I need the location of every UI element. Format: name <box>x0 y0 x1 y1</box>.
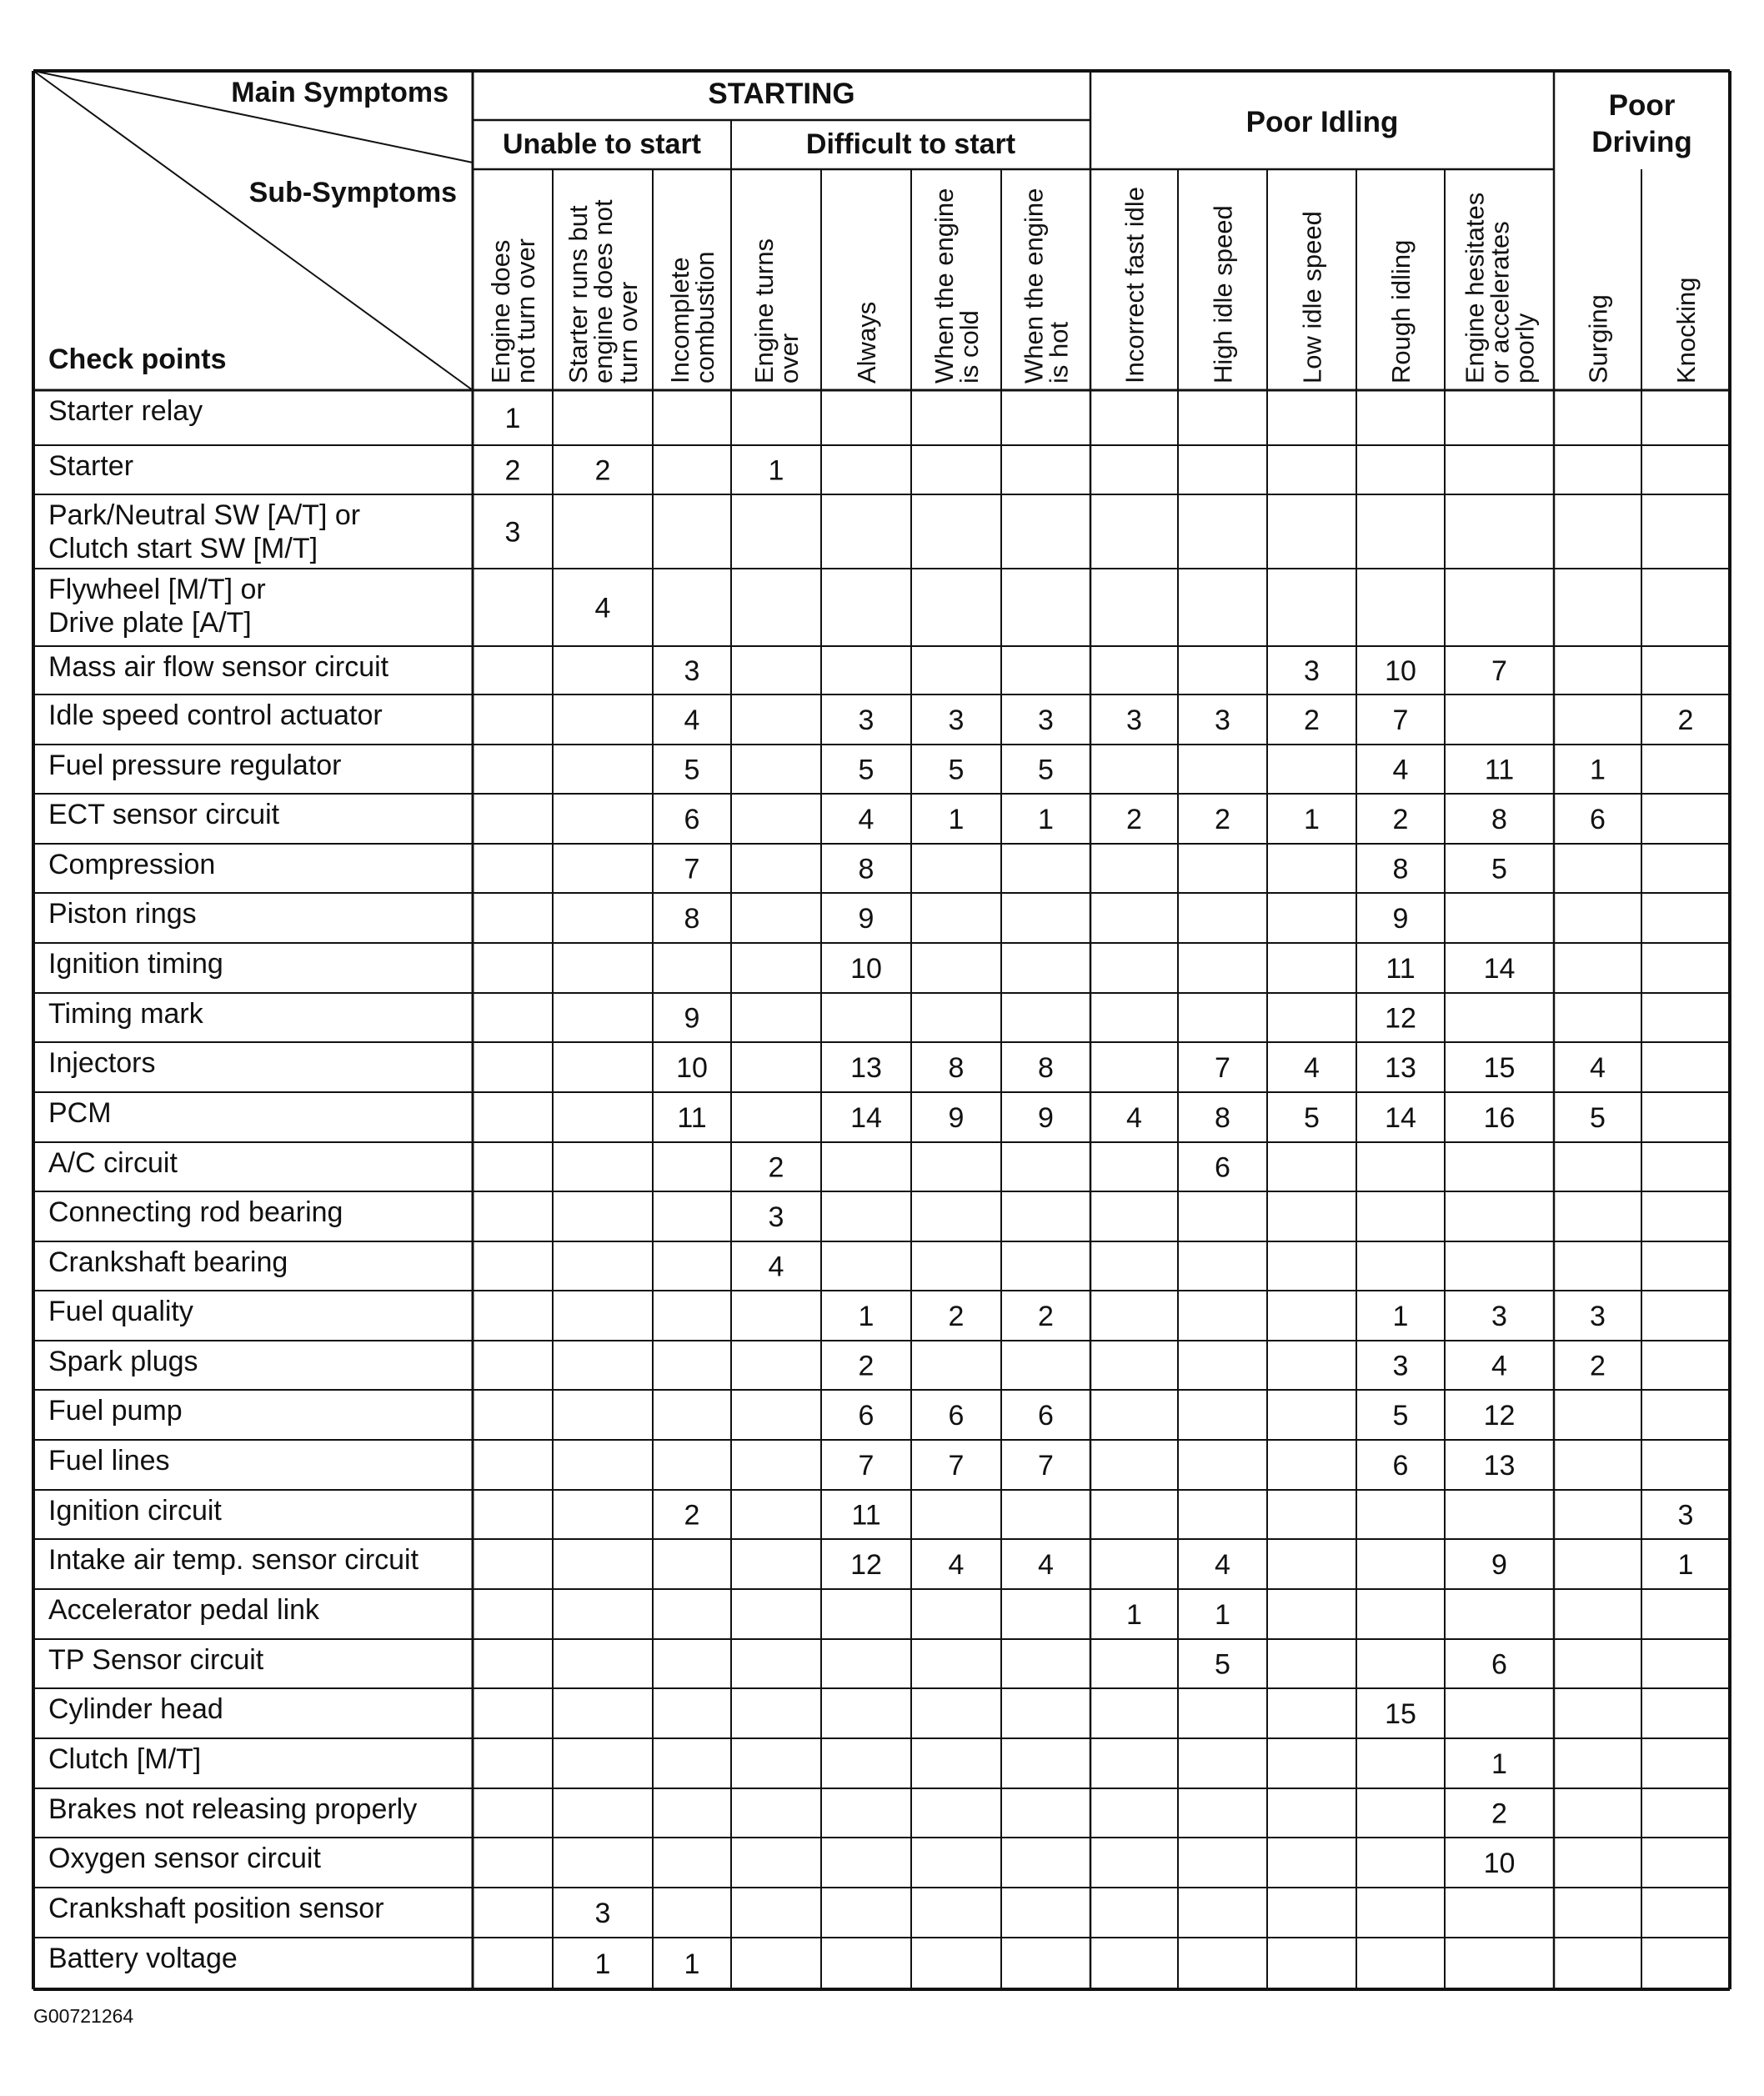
table-cell: 7 <box>1038 1450 1054 1482</box>
table-cell: 4 <box>1038 1549 1054 1581</box>
table-cell: 12 <box>850 1549 882 1581</box>
table-cell: 3 <box>1677 1499 1694 1532</box>
table-cell: 2 <box>858 1350 874 1382</box>
table-cell: 3 <box>1590 1301 1606 1332</box>
column-header-2: Starter runs but <box>564 205 594 384</box>
table-cell: 1 <box>1590 754 1606 786</box>
table-cell: 2 <box>504 454 521 487</box>
table-cell: 2 <box>1677 705 1694 736</box>
table-cell: 1 <box>1677 1549 1694 1581</box>
table-cell: 2 <box>768 1151 784 1184</box>
table-cell: 8 <box>948 1052 965 1084</box>
table-cell: 5 <box>1491 853 1507 885</box>
table-cell: 6 <box>1590 804 1606 835</box>
row-label: Compression <box>48 849 216 880</box>
column-header-6: is cold <box>955 310 985 384</box>
table-cell: 4 <box>948 1549 965 1581</box>
table-cell: 2 <box>1038 1301 1054 1332</box>
table-cell: 1 <box>684 1948 700 1980</box>
check-points-label: Check points <box>48 343 227 375</box>
row-label: Timing mark <box>48 998 203 1030</box>
row-label: Idle speed control actuator <box>48 700 383 731</box>
table-cell: 9 <box>684 1002 700 1035</box>
table-cell: 10 <box>1385 655 1416 687</box>
column-header-1: Engine does <box>486 239 516 384</box>
column-header-4: Engine turns <box>749 238 779 384</box>
table-cell: 1 <box>768 454 784 487</box>
table-cell: 1 <box>1304 804 1320 835</box>
table-cell: 11 <box>1386 953 1416 985</box>
table-cell: 6 <box>948 1400 965 1432</box>
row-label: A/C circuit <box>48 1147 178 1179</box>
table-cell: 3 <box>594 1898 611 1929</box>
table-cell: 4 <box>594 592 611 624</box>
table-cell: 2 <box>1215 804 1230 835</box>
table-cell: 5 <box>948 754 965 786</box>
row-label: Accelerator pedal link <box>48 1594 320 1626</box>
table-cell: 14 <box>850 1102 882 1134</box>
table-cell: 16 <box>1483 1102 1516 1134</box>
row-label: Crankshaft position sensor <box>48 1893 384 1924</box>
table-cell: 3 <box>1126 705 1142 736</box>
column-headers <box>486 187 1701 384</box>
table-cell: 4 <box>1126 1102 1142 1134</box>
row-label: Cylinder head <box>48 1693 223 1725</box>
row-label: TP Sensor circuit <box>48 1644 264 1676</box>
table-cell: 6 <box>858 1400 874 1432</box>
column-header-5: Always <box>852 301 882 384</box>
group-starting: STARTING <box>708 78 855 110</box>
row-label: Fuel pressure regulator <box>48 750 342 781</box>
column-header-7: is hot <box>1044 321 1074 384</box>
table-cell: 1 <box>504 403 521 434</box>
row-label: Battery voltage <box>48 1943 238 1974</box>
row-label: Intake air temp. sensor circuit <box>48 1544 419 1576</box>
table-cell: 2 <box>1126 804 1142 835</box>
table-cell: 2 <box>684 1499 700 1532</box>
row-label: Piston rings <box>48 898 197 930</box>
table-cell: 2 <box>1491 1798 1507 1830</box>
table-cell: 7 <box>948 1450 965 1482</box>
row-label: Connecting rod bearing <box>48 1196 343 1228</box>
table-cell: 7 <box>1491 655 1507 687</box>
figure-code: G00721264 <box>33 2005 134 2027</box>
table-cell: 4 <box>1392 754 1409 786</box>
table-cell: 1 <box>594 1948 611 1980</box>
table-cell: 7 <box>858 1450 874 1482</box>
table-cell: 11 <box>677 1102 707 1134</box>
table-cell: 4 <box>1304 1052 1320 1084</box>
row-labels <box>48 395 419 1974</box>
table-cell: 3 <box>1491 1301 1507 1332</box>
row-label: Crankshaft bearing <box>48 1246 288 1278</box>
table-cell: 4 <box>1491 1350 1507 1382</box>
table-cell: 8 <box>858 853 874 885</box>
table-cell: 14 <box>1385 1102 1416 1134</box>
table-cell: 5 <box>1215 1648 1230 1681</box>
table-cell: 12 <box>1483 1400 1516 1432</box>
table-cell: 4 <box>684 705 700 736</box>
row-label: Starter relay <box>48 395 203 427</box>
table-cell: 6 <box>1491 1648 1507 1681</box>
table-cell: 6 <box>684 804 700 835</box>
column-header-12: Engine hesitates <box>1460 192 1490 384</box>
corner-diagonal <box>33 71 473 390</box>
row-label: Flywheel [M/T] or <box>48 574 266 605</box>
row-label: Spark plugs <box>48 1346 198 1377</box>
table-cell: 3 <box>1304 655 1320 687</box>
table-cell: 3 <box>1215 705 1230 736</box>
column-header-13: Surging <box>1583 294 1613 384</box>
table-cell: 5 <box>1590 1102 1606 1134</box>
column-header-2: engine does not <box>589 199 619 384</box>
table-cell: 9 <box>948 1102 965 1134</box>
table-cell: 2 <box>1304 705 1320 736</box>
row-label: Clutch [M/T] <box>48 1743 202 1775</box>
sub-symptoms-label: Sub-Symptoms <box>248 177 457 208</box>
row-label: Drive plate [A/T] <box>48 607 252 639</box>
row-label: Park/Neutral SW [A/T] or <box>48 499 361 531</box>
table-cell: 1 <box>1392 1301 1409 1332</box>
table-cell: 8 <box>1392 853 1409 885</box>
column-header-11: Rough idling <box>1386 239 1416 384</box>
group-poor-driving: Poor <box>1608 89 1676 122</box>
table-cell: 4 <box>1215 1549 1230 1581</box>
row-label: Fuel lines <box>48 1445 170 1477</box>
table-cell: 5 <box>1392 1400 1409 1432</box>
table-cell: 1 <box>1126 1599 1142 1631</box>
table-cell: 4 <box>858 804 874 835</box>
table-cell: 3 <box>768 1201 784 1233</box>
row-label: Injectors <box>48 1047 156 1079</box>
row-label: Starter <box>48 450 134 482</box>
subgroup-difficult-to-start: Difficult to start <box>805 128 1016 160</box>
column-header-10: Low idle speed <box>1297 211 1327 384</box>
table-cell: 8 <box>1038 1052 1054 1084</box>
table-cell: 2 <box>594 454 611 487</box>
row-label: Brakes not releasing properly <box>48 1793 418 1825</box>
table-cell: 1 <box>948 804 965 835</box>
table-cell: 14 <box>1483 953 1516 985</box>
table-cell: 6 <box>1392 1450 1409 1482</box>
table-cell: 9 <box>1038 1102 1054 1134</box>
table-cell: 13 <box>850 1052 882 1084</box>
table-cell: 1 <box>1215 1599 1230 1631</box>
table-cell: 6 <box>1038 1400 1054 1432</box>
row-label: Clutch start SW [M/T] <box>48 533 318 564</box>
table-cell: 2 <box>948 1301 965 1332</box>
table-cell: 12 <box>1385 1002 1416 1035</box>
column-header-7: When the engine <box>1019 188 1049 384</box>
table-cell: 4 <box>1590 1052 1606 1084</box>
table-cell: 7 <box>1215 1052 1230 1084</box>
column-header-12: poorly <box>1510 313 1540 384</box>
table-cell: 3 <box>504 516 521 549</box>
table-cell: 11 <box>851 1499 881 1532</box>
row-label: Ignition timing <box>48 948 223 980</box>
table-cell: 13 <box>1385 1052 1416 1084</box>
column-header-9: High idle speed <box>1208 205 1238 384</box>
group-poor-driving: Driving <box>1591 126 1692 158</box>
group-poor-idling: Poor Idling <box>1245 106 1399 138</box>
table-cell: 10 <box>850 953 882 985</box>
table-cell: 2 <box>1590 1350 1606 1382</box>
table-cell: 1 <box>1038 804 1054 835</box>
row-label: Fuel quality <box>48 1296 193 1327</box>
column-header-1: not turn over <box>511 238 541 384</box>
table-cell: 5 <box>684 754 700 786</box>
table-cell: 8 <box>1491 804 1507 835</box>
row-label: Oxygen sensor circuit <box>48 1843 321 1874</box>
table-cell: 10 <box>676 1052 708 1084</box>
table-cell: 3 <box>684 655 700 687</box>
table-cell: 13 <box>1483 1450 1516 1482</box>
main-symptoms-label: Main Symptoms <box>231 77 449 108</box>
table-cell: 9 <box>858 903 874 935</box>
table-cell: 5 <box>1304 1102 1320 1134</box>
table-cell: 4 <box>768 1251 784 1283</box>
column-header-14: Knocking <box>1671 277 1701 384</box>
table-cell: 6 <box>1215 1151 1230 1184</box>
table-cell: 7 <box>1392 705 1409 736</box>
table-cell: 9 <box>1491 1549 1507 1581</box>
row-label: Ignition circuit <box>48 1495 222 1527</box>
row-label: ECT sensor circuit <box>48 799 280 830</box>
table-cell: 5 <box>858 754 874 786</box>
column-header-4: over <box>774 333 804 384</box>
row-label: Mass air flow sensor circuit <box>48 651 389 683</box>
row-label: PCM <box>48 1097 112 1129</box>
table-cell: 10 <box>1483 1848 1516 1879</box>
column-header-3: Incomplete <box>665 257 695 384</box>
table-cell: 15 <box>1385 1698 1416 1730</box>
table-cell: 1 <box>1491 1748 1507 1780</box>
column-header-3: combustion <box>690 251 720 384</box>
table-cell: 5 <box>1038 754 1054 786</box>
table-cell: 15 <box>1483 1052 1516 1084</box>
column-header-8: Incorrect fast idle <box>1120 186 1150 384</box>
table-cell: 3 <box>858 705 874 736</box>
table-cell: 1 <box>858 1301 874 1332</box>
column-header-6: When the engine <box>930 188 960 384</box>
table-cell: 8 <box>684 903 700 935</box>
table-cell: 9 <box>1392 903 1409 935</box>
table-cell: 3 <box>948 705 965 736</box>
column-header-12: or accelerates <box>1485 221 1515 384</box>
row-label: Fuel pump <box>48 1395 183 1427</box>
table-cell: 8 <box>1215 1102 1230 1134</box>
table-cell: 2 <box>1392 804 1409 835</box>
table-cell: 3 <box>1392 1350 1409 1382</box>
table-cell: 3 <box>1038 705 1054 736</box>
table-cell: 11 <box>1484 754 1515 786</box>
table-cell: 7 <box>684 853 700 885</box>
subgroup-unable-to-start: Unable to start <box>502 128 702 160</box>
column-header-2: turn over <box>614 281 644 384</box>
